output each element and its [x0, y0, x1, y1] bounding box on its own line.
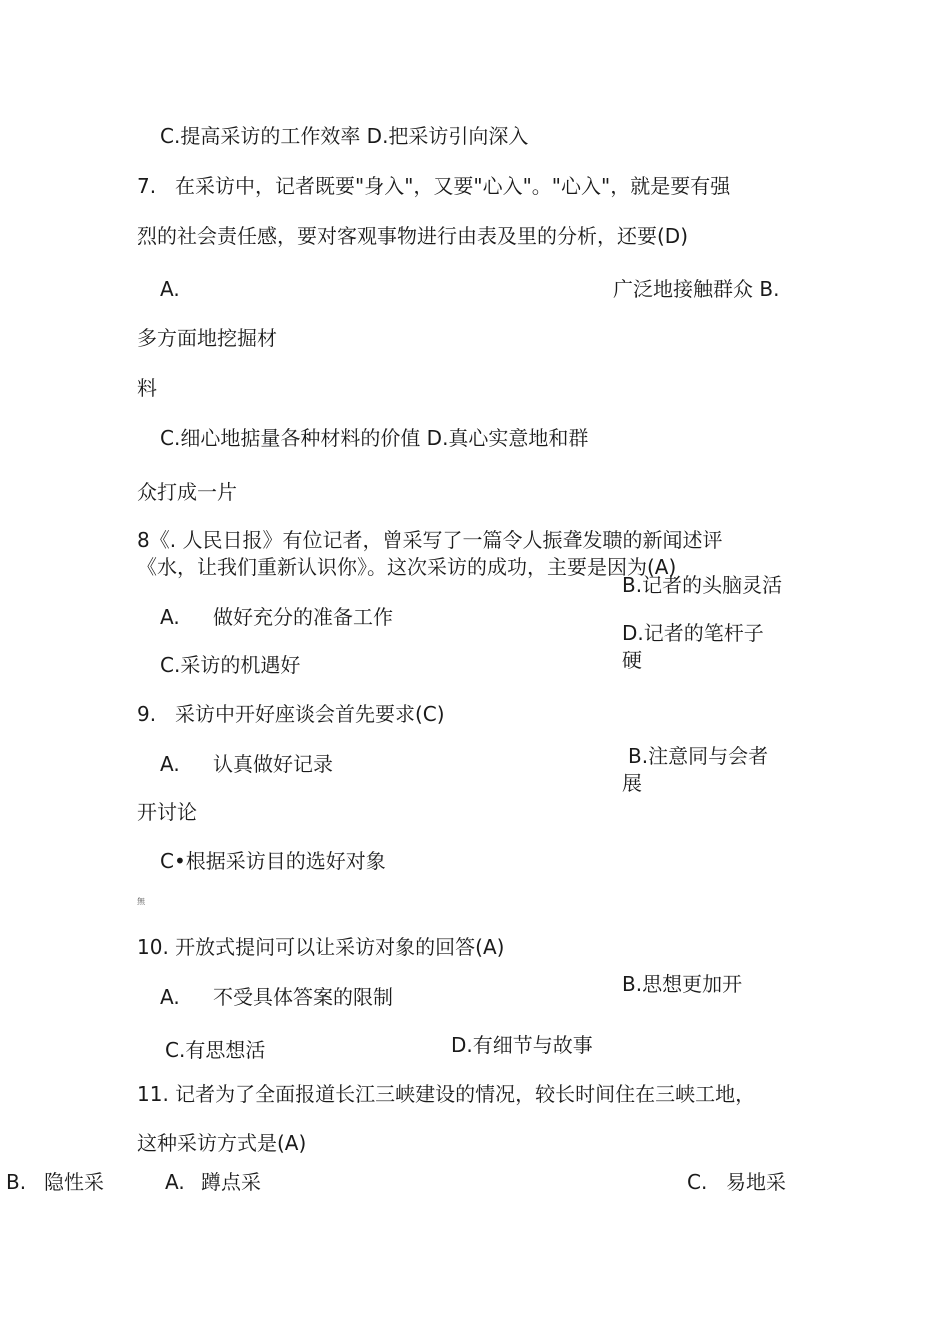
q11-option-a-text: 蹲点采 [201, 1170, 261, 1194]
q9-number: 9. [137, 702, 157, 726]
q11-option-b-text: 隐性采 [44, 1170, 104, 1194]
q8-option-a-text: 做好充分的准备工作 [213, 605, 393, 629]
q11-stem-line2: 这种采访方式是(A) [137, 1131, 307, 1155]
stray-mark: 無 [137, 897, 145, 906]
q10-option-d: D.有细节与故事 [451, 1033, 593, 1057]
q9-option-b-line2: 展 [622, 771, 642, 795]
q11-option-c-label: C. [687, 1170, 708, 1194]
q11-option-c-text: 易地采 [726, 1170, 786, 1194]
q9-option-a-label: A. [160, 752, 180, 776]
q11-option-a-label: A. [165, 1170, 185, 1194]
q7-option-d-wrap: 众打成一片 [137, 480, 237, 504]
q10-option-c: C.有思想活 [165, 1038, 266, 1062]
q9-option-c: C•根据采访目的选好对象 [160, 849, 386, 873]
q7-options-cd: C.细心地掂量各种材料的价值 D.真心实意地和群 [160, 426, 589, 450]
q7-stem-line2: 烈的社会责任感，要对客观事物进行由表及里的分析，还要(D) [137, 224, 689, 248]
q8-stem-line2: 《水，让我们重新认识你》。这次采访的成功，主要是因为(A) [137, 555, 677, 579]
q11-option-b-label: B. [6, 1170, 27, 1194]
q10-stem: 10. 开放式提问可以让采访对象的回答(A) [137, 935, 505, 959]
q7-option-a-label: A. [160, 277, 180, 301]
q9-stem: 采访中开好座谈会首先要求(C) [175, 702, 445, 726]
q10-option-a-text: 不受具体答案的限制 [213, 985, 393, 1009]
q9-option-b-wrap: 开讨论 [137, 800, 197, 824]
q6-options-cd: C.提高采访的工作效率 D.把采访引向深入 [160, 124, 529, 148]
q8-option-d-line2: 硬 [622, 648, 642, 672]
q8-option-d-line1: D.记者的笔杆子 [622, 621, 764, 645]
q7-option-b-line2: 料 [137, 376, 157, 400]
q10-option-b: B.思想更加开 [622, 972, 743, 996]
q9-option-b-line1: B.注意同与会者 [628, 744, 769, 768]
q8-stem-line1: 8《. 人民日报》有位记者，曾采写了一篇令人振聋发聩的新闻述评 [137, 528, 723, 552]
q8-option-a-label: A. [160, 605, 180, 629]
q10-option-a-label: A. [160, 985, 180, 1009]
q7-option-b-line1: 多方面地挖掘材 [137, 326, 277, 350]
q11-stem-line1: 11. 记者为了全面报道长江三峡建设的情况，较长时间住在三峡工地， [137, 1082, 756, 1106]
q7-number: 7. [137, 174, 157, 198]
q8-option-c: C.采访的机遇好 [160, 653, 301, 677]
q8-option-b: B.记者的头脑灵活 [622, 573, 783, 597]
q7-stem-line1: 在采访中，记者既要"身入"，又要"心入"。"心入"，就是要有强 [175, 174, 731, 198]
q9-option-a-text: 认真做好记录 [213, 752, 333, 776]
q7-option-a-text: 广泛地接触群众 B. [613, 277, 780, 301]
